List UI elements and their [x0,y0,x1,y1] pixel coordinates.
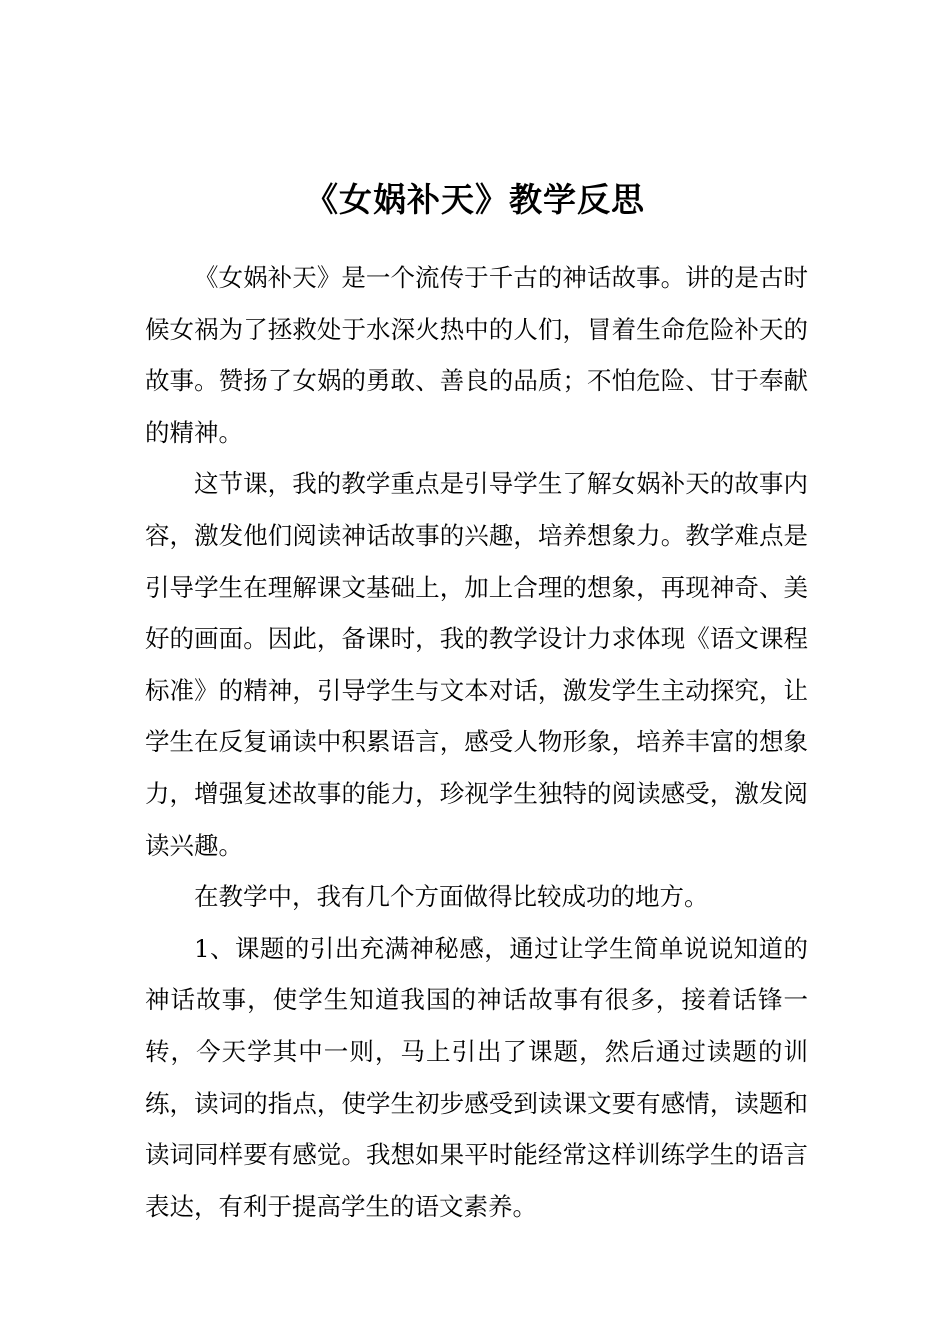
paragraph-teaching-focus: 这节课，我的教学重点是引导学生了解女娲补天的故事内容，激发他们阅读神话故事的兴趣，培养想象力。教学难点是引导学生在理解课文基础上，加上合理的想象，再现神奇、美好的画面。因此，备课时，我的教学设计力求体现《语文课程标准》的精神，引导学生与文本对话，激发学生主动探究，让学生在反复诵读中积累语言，感受人物形象，培养丰富的想象力，增强复述故事的能力，珍视学生独特的阅读感受，激发阅读兴趣。 [145,469,808,860]
document-body [145,252,808,1232]
document-title: 《女娲补天》教学反思 [305,180,645,219]
paragraph-point-1: 1、课题的引出充满神秘感，通过让学生简单说说知道的神话故事，使学生知道我国的神话故事有很多，接着话锋一转，今天学其中一则，马上引出了课题，然后通过读题的训练，读词的指点，使学生初步感受到读课文要有感情，读题和读词同样要有感觉。我想如果平时能经常这样训练学生的语言表达，有利于提高学生的语文素养。 [145,933,808,1221]
paragraph-successes: 在教学中，我有几个方面做得比较成功的地方。 [194,882,709,912]
paragraph-intro: 《女娲补天》是一个流传于千古的神话故事。讲的是古时候女祸为了拯救处于水深火热中的人们，冒着生命危险补天的故事。赞扬了女娲的勇敢、善良的品质；不怕危险、甘于奉献的精神。 [145,263,808,447]
